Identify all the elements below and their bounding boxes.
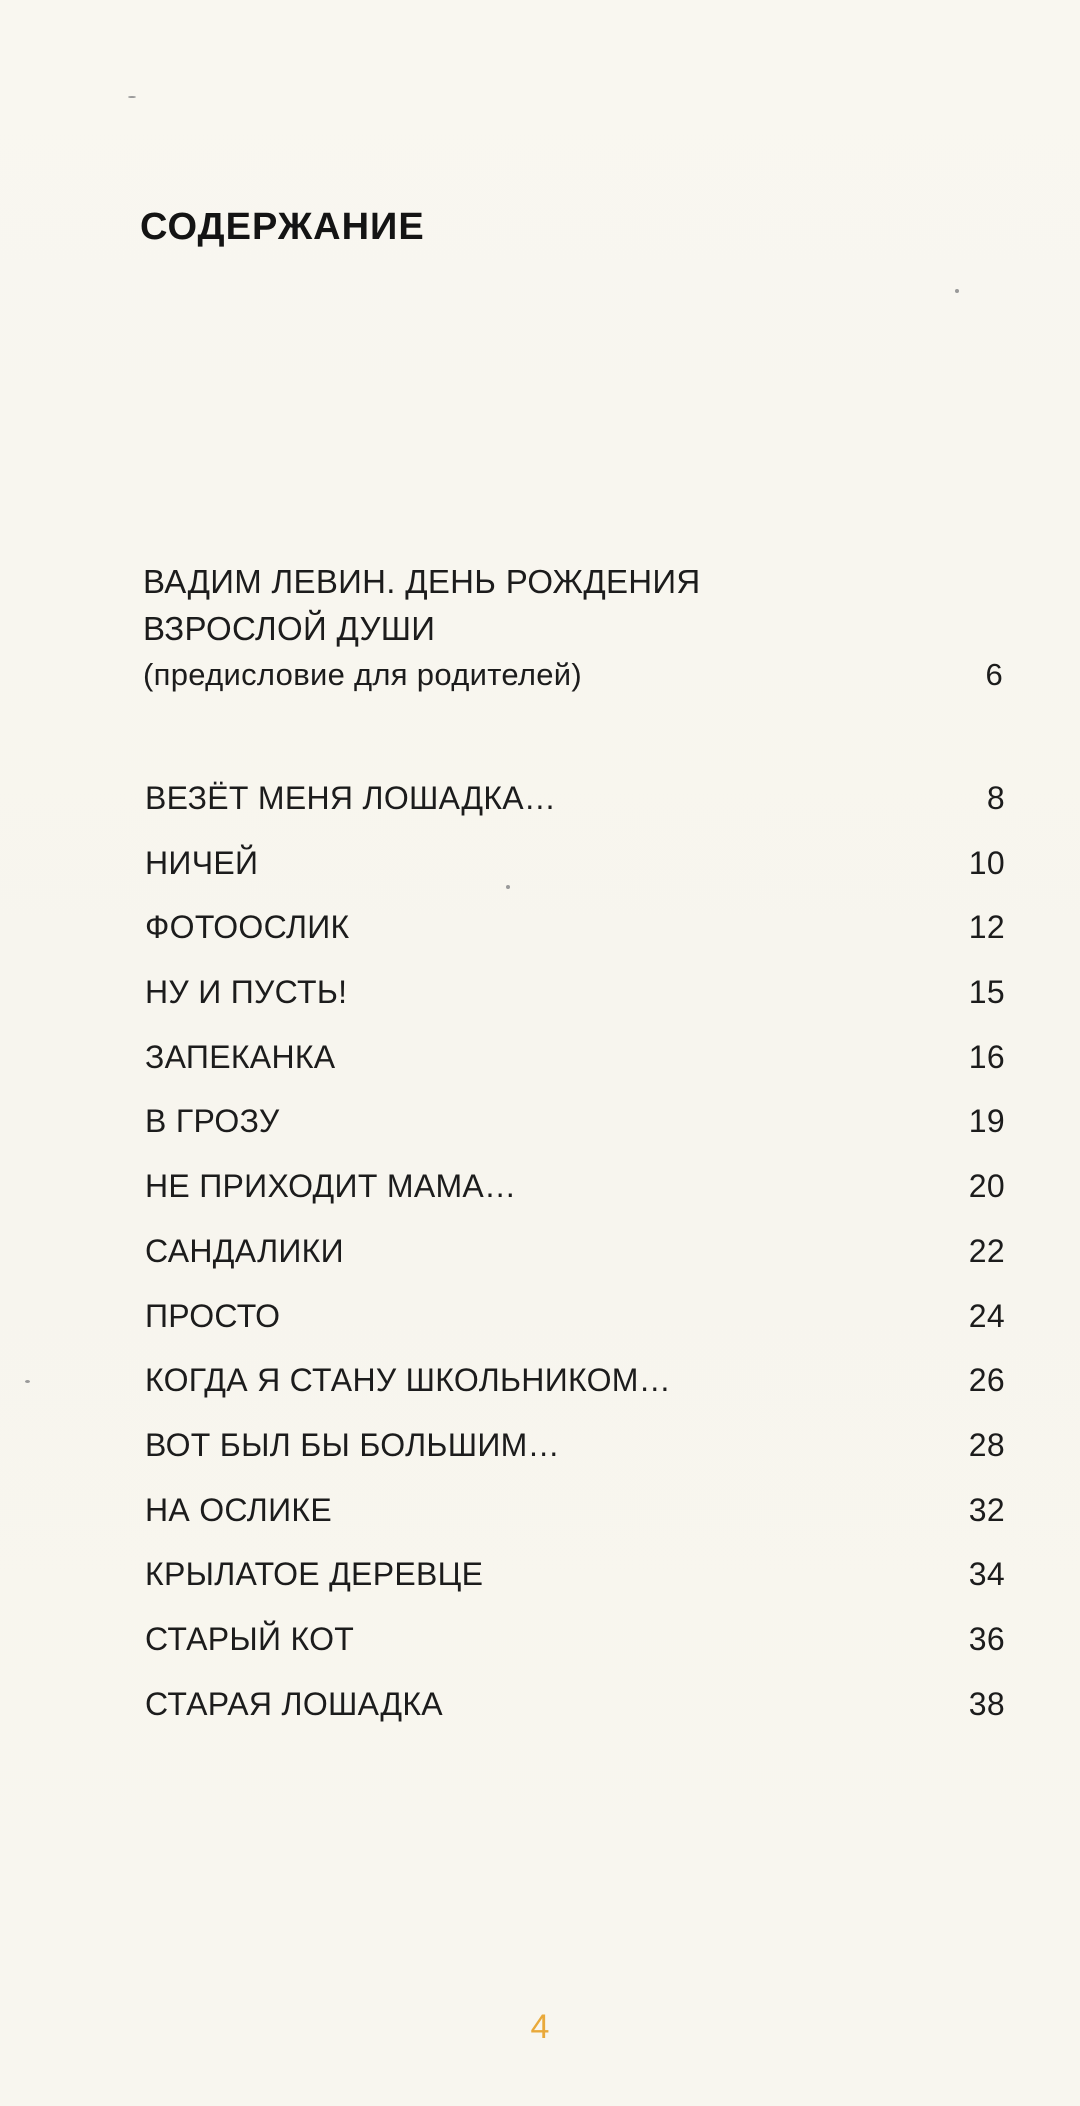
toc-entry-page: 24 <box>968 1297 1005 1334</box>
page-number: 4 <box>530 2008 550 2046</box>
intro-page-number: 6 <box>985 657 1003 692</box>
toc-entry-title: ПРОСТО <box>145 1297 281 1334</box>
toc-entry-title: САНДАЛИКИ <box>145 1232 344 1269</box>
toc-entry <box>145 1233 1005 1298</box>
intro-title-line-1: ВАДИМ ЛЕВИН. ДЕНЬ РОЖДЕНИЯ <box>143 563 701 600</box>
table-of-contents <box>145 780 1005 1750</box>
toc-entry <box>145 1039 1005 1104</box>
toc-entry <box>145 1427 1005 1492</box>
toc-entry-title: ВОТ БЫЛ БЫ БОЛЬШИМ… <box>145 1426 560 1463</box>
toc-entry <box>145 1103 1005 1168</box>
intro-subtitle-row <box>143 652 1003 698</box>
toc-entry-page: 36 <box>968 1620 1005 1657</box>
toc-entry-title: НИЧЕЙ <box>145 844 259 881</box>
toc-entry-title: В ГРОЗУ <box>145 1103 280 1140</box>
toc-entry-title: КОГДА Я СТАНУ ШКОЛЬНИКОМ… <box>145 1362 672 1399</box>
toc-entry-title: НУ И ПУСТЬ! <box>145 974 348 1011</box>
paper-speck <box>955 289 959 293</box>
toc-entry-page: 26 <box>968 1362 1005 1399</box>
toc-entry-page: 15 <box>968 974 1005 1011</box>
toc-entry-page: 8 <box>986 780 1005 816</box>
toc-entry <box>145 1492 1005 1557</box>
toc-entry-page: 16 <box>968 1038 1005 1075</box>
intro-title-line-2: ВЗРОСЛОЙ ДУШИ <box>143 610 436 647</box>
toc-entry-title: ЗАПЕКАНКА <box>145 1038 336 1075</box>
toc-entry-title: СТАРАЯ ЛОШАДКА <box>145 1685 443 1722</box>
toc-entry-title: СТАРЫЙ КОТ <box>145 1620 355 1657</box>
toc-entry-page: 28 <box>968 1426 1005 1463</box>
toc-entry-title: ВЕЗЁТ МЕНЯ ЛОШАДКА… <box>145 780 557 816</box>
toc-entry-page: 38 <box>968 1685 1005 1722</box>
page-title: СОДЕРЖАНИЕ <box>140 206 425 248</box>
toc-entry <box>145 1362 1005 1427</box>
toc-intro-entry <box>143 558 1003 698</box>
toc-entry-page: 12 <box>968 909 1005 946</box>
toc-entry <box>145 1168 1005 1233</box>
toc-entry <box>145 909 1005 974</box>
toc-entry-page: 19 <box>968 1103 1005 1140</box>
toc-entry-page: 20 <box>968 1168 1005 1205</box>
toc-entry-page: 10 <box>968 844 1005 881</box>
toc-entry-title: КРЫЛАТОЕ ДЕРЕВЦЕ <box>145 1556 484 1593</box>
paper-speck <box>25 1380 30 1383</box>
toc-entry <box>145 1686 1005 1751</box>
toc-entry-page: 32 <box>968 1491 1005 1528</box>
toc-entry-title: ФОТООСЛИК <box>145 909 350 946</box>
toc-entry-page: 34 <box>968 1556 1005 1593</box>
toc-entry-page: 22 <box>968 1232 1005 1269</box>
toc-entry-title: НА ОСЛИКЕ <box>145 1491 332 1528</box>
toc-entry-title: НЕ ПРИХОДИТ МАМА… <box>145 1168 517 1205</box>
paper-speck <box>128 96 136 98</box>
intro-subtitle: (предисловие для родителей) <box>143 657 583 692</box>
toc-entry <box>145 1621 1005 1686</box>
toc-entry <box>145 845 1005 910</box>
toc-entry <box>145 1556 1005 1621</box>
toc-entry <box>145 974 1005 1039</box>
toc-entry <box>145 780 1005 845</box>
toc-entry <box>145 1298 1005 1363</box>
